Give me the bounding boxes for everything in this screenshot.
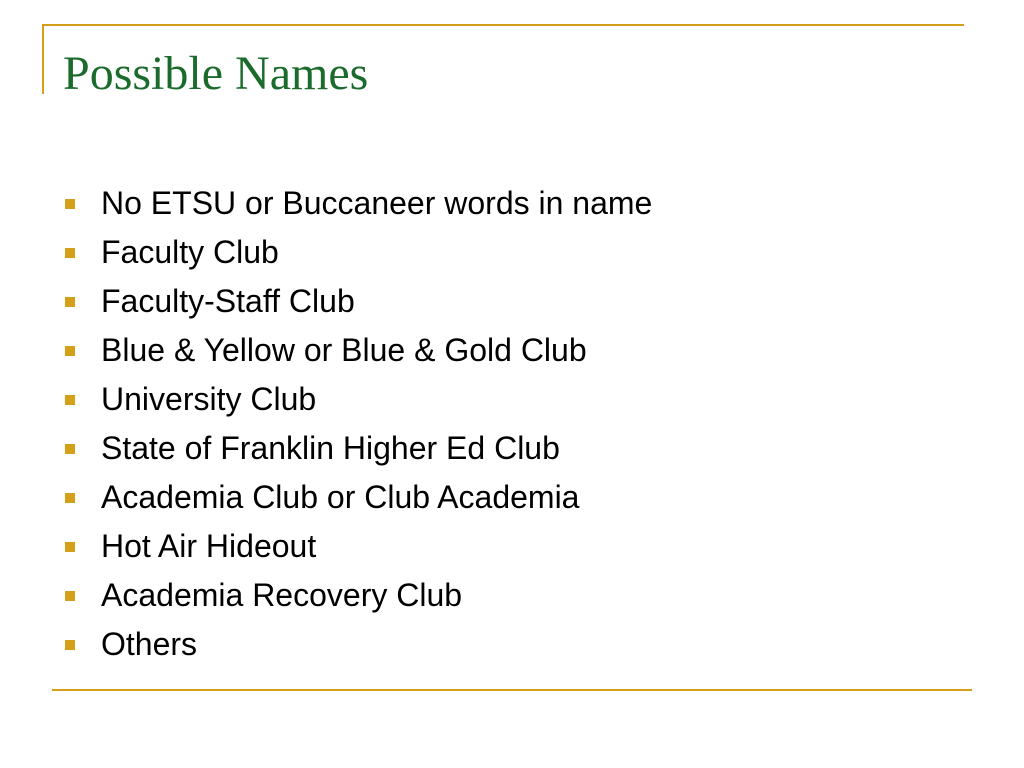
bullet-text: Blue & Yellow or Blue & Gold Club: [101, 332, 587, 368]
bullet-text: Academia Recovery Club: [101, 577, 463, 613]
bullet-item: [63, 473, 652, 522]
square-bullet-icon: [65, 395, 75, 405]
bullet-text: Faculty Club: [101, 234, 279, 270]
bullet-list: [63, 179, 652, 669]
slide-title: Possible Names: [63, 47, 369, 100]
bullet-item: [63, 424, 652, 473]
bullet-text: No ETSU or Buccaneer words in name: [101, 185, 653, 221]
square-bullet-icon: [65, 542, 75, 552]
bullet-item: [63, 277, 652, 326]
frame-bottom-rule: [52, 689, 972, 691]
square-bullet-icon: [65, 248, 75, 258]
square-bullet-icon: [65, 591, 75, 601]
square-bullet-icon: [65, 493, 75, 503]
square-bullet-icon: [65, 444, 75, 454]
square-bullet-icon: [65, 297, 75, 307]
frame-left-rule: [42, 24, 44, 94]
bullet-text: Faculty-Staff Club: [101, 283, 355, 319]
bullet-text: Hot Air Hideout: [101, 528, 317, 564]
bullet-item: [63, 620, 652, 669]
bullet-item: [63, 522, 652, 571]
bullet-item: [63, 326, 652, 375]
bullet-text: State of Franklin Higher Ed Club: [101, 430, 560, 466]
bullet-item: [63, 375, 652, 424]
bullet-item: [63, 228, 652, 277]
bullet-item: [63, 571, 652, 620]
bullet-item: [63, 179, 652, 228]
bullet-text: Others: [101, 626, 198, 662]
square-bullet-icon: [65, 346, 75, 356]
bullet-text: Academia Club or Club Academia: [101, 479, 580, 515]
frame-top-rule: [42, 24, 964, 26]
square-bullet-icon: [65, 640, 75, 650]
square-bullet-icon: [65, 199, 75, 209]
bullet-text: University Club: [101, 381, 317, 417]
